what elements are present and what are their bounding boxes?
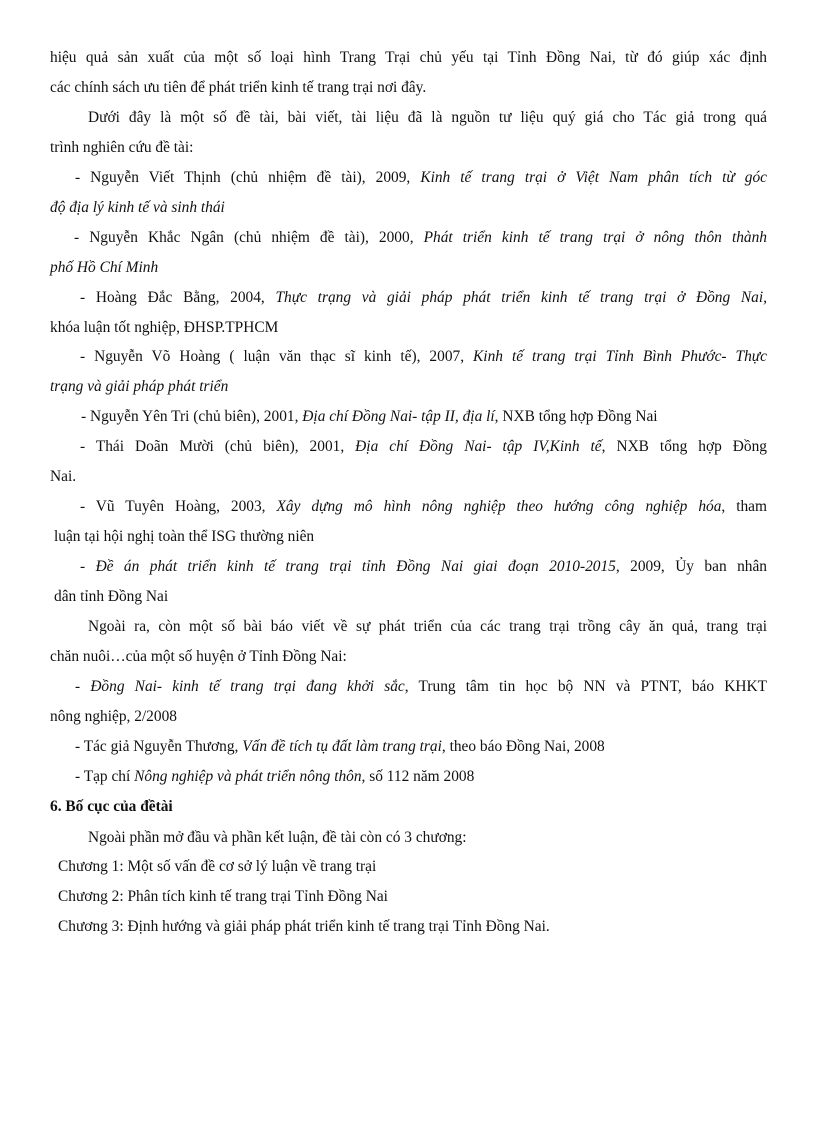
chapter-item: Chương 2: Phân tích kinh tế trang trại Tỉnh Đồng Nai: [58, 888, 388, 905]
reference-item: - Nguyễn Võ Hoàng ( luận văn thạc sĩ kinh tế), 2007, Kinh tế trang trại Tỉnh Bình Phước- Thực trạng và giải pháp phát triển: [50, 348, 767, 395]
news-item: - Tác giả Nguyễn Thương, Vấn đề tích tụ đất làm trang trại, theo báo Đồng Nai, 2008: [75, 738, 605, 755]
sources-intro-paragraph: [50, 103, 767, 163]
reference-item: - Nguyễn Viết Thịnh (chủ nhiệm đề tài), 2009, Kinh tế trang trại ở Việt Nam phân tích từ góc độ địa lý kinh tế và sinh thái: [50, 169, 767, 216]
reference-title-cont: phố Hồ Chí Minh: [50, 259, 159, 276]
reference-item: - Nguyễn Khắc Ngân (chủ nhiệm đề tài), 2000, Phát triển kinh tế trang trại ở nông thôn thành phố Hồ Chí Minh: [50, 229, 767, 276]
section-intro: Ngoài phần mở đầu và phần kết luận, đề tài còn có 3 chương:: [88, 829, 467, 846]
reference-item: - Đề án phát triển kinh tế trang trại tỉnh Đồng Nai giai đoạn 2010-2015, 2009, Ủy ban nhân dân tỉnh Đồng Nai: [54, 558, 767, 605]
reference-title: Đề án phát triển kinh tế trang trại tỉnh Đồng Nai giai đoạn 2010-2015: [95, 558, 616, 575]
reference-title: Phát triển kinh tế trang trại ở nông thôn thành: [423, 229, 767, 246]
sources-intro-line-1: Dưới đây là một số đề tài, bài viết, tài liệu đã là nguồn tư liệu quý giá cho Tác giả trong quá: [88, 109, 767, 126]
news-item: - Đồng Nai- kinh tế trang trại đang khởi sắc, Trung tâm tin học bộ NN và PTNT, báo KHKT nông nghiệp, 2/2008: [50, 678, 767, 725]
reference-title: Địa chí Đồng Nai- tập II, địa lí: [302, 408, 495, 425]
news-item: - Tạp chí Nông nghiệp và phát triển nông thôn, số 112 năm 2008: [75, 768, 475, 785]
intro-line-2: các chính sách ưu tiên để phát triển kinh tế trang trại nơi đây.: [50, 79, 427, 96]
chapter-item: Chương 1: Một số vấn đề cơ sở lý luận về trang trại: [58, 858, 377, 875]
reference-title: Thực trạng và giải pháp phát triển kinh tế trang trại ở Đồng Nai,: [275, 289, 767, 306]
reference-title-cont: độ địa lý kinh tế và sinh thái: [50, 199, 225, 216]
section-heading: 6. Bố cục của đềtài: [50, 798, 173, 815]
reference-title: Kinh tế trang trại ở Việt Nam phân tích từ góc: [420, 169, 767, 186]
sources-intro-line-2: trình nghiên cứu đề tài:: [50, 139, 194, 156]
reference-title-cont: trạng và giải pháp phát triển: [50, 378, 229, 395]
news-intro-paragraph: Ngoài ra, còn một số bài báo viết về sự phát triển của các trang trại trồng cây ăn quả, trang trại chăn nuôi…của một số huyện ở Tỉnh Đồng Nai:: [50, 618, 767, 665]
reference-item: - Hoàng Đắc Bằng, 2004, Thực trạng và giải pháp phát triển kinh tế trang trại ở Đồng Nai, khóa luận tốt nghiệp, ĐHSP.TPHCM: [50, 289, 767, 336]
news-title: Nông nghiệp và phát triển nông thôn,: [134, 768, 366, 785]
intro-line-1: hiệu quả sản xuất của một số loại hình Trang Trại chủ yếu tại Tỉnh Đồng Nai, từ đó giúp xác định: [50, 49, 767, 66]
chapter-item: Chương 3: Định hướng và giải pháp phát triển kinh tế trang trại Tỉnh Đồng Nai.: [58, 918, 550, 935]
chapter-list: [50, 852, 767, 942]
reference-item: - Vũ Tuyên Hoàng, 2003, Xây dựng mô hình nông nghiệp theo hướng công nghiệp hóa, tham luận tại hội nghị toàn thể ISG thường niên: [54, 498, 767, 545]
intro-paragraph: [50, 43, 767, 103]
reference-title: Địa chí Đồng Nai- tập IV,Kinh tế: [355, 438, 602, 455]
reference-title: Xây dựng mô hình nông nghiệp theo hướng công nghiệp hóa: [276, 498, 722, 515]
reference-item: - Nguyễn Yên Tri (chủ biên), 2001, Địa chí Đồng Nai- tập II, địa lí, NXB tổng hợp Đồng Nai: [81, 408, 658, 425]
news-title: Đồng Nai- kinh tế trang trại đang khởi sắc: [90, 678, 405, 695]
reference-item: - Thái Doãn Mười (chủ biên), 2001, Địa chí Đồng Nai- tập IV,Kinh tế, NXB tổng hợp Đồng Nai.: [50, 438, 767, 485]
reference-title: Kinh tế trang trại Tỉnh Bình Phước- Thực: [473, 348, 767, 365]
news-title: Vấn đề tích tụ đất làm trang trại: [242, 738, 442, 755]
